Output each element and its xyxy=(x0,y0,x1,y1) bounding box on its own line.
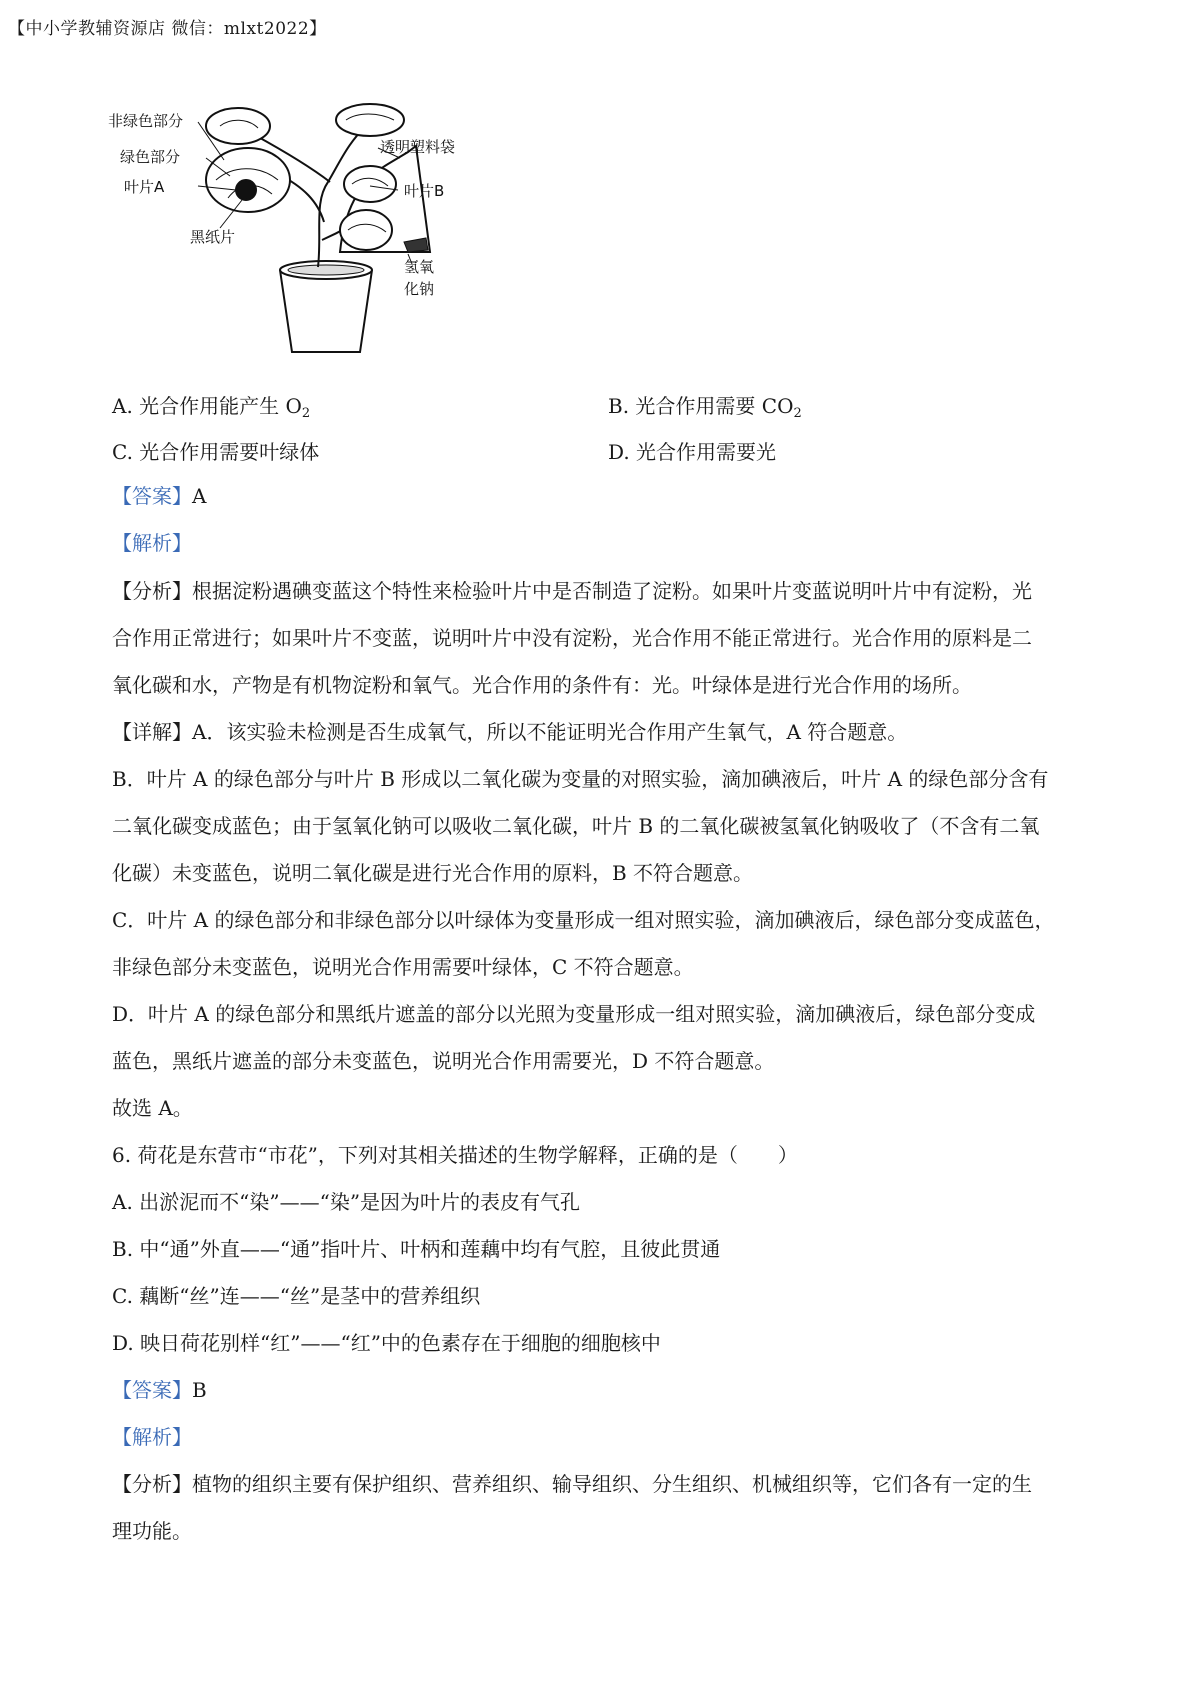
q6-option-b: B. 中“通”外直——“通”指叶片、叶柄和莲藕中均有气腔，且彼此贯通 xyxy=(112,1237,721,1261)
label-naoh-1: 氢氧 xyxy=(404,258,435,276)
q6-option-a: A. 出淤泥而不“染”——“染”是因为叶片的表皮有气孔 xyxy=(112,1190,581,1214)
q5-conclusion: 故选 A。 xyxy=(112,1096,193,1120)
q5-option-c: C. 光合作用需要叶绿体 xyxy=(112,440,320,464)
q5-line: 蓝色，黑纸片遮盖的部分未变蓝色，说明光合作用需要光，D 不符合题意。 xyxy=(112,1049,775,1073)
q5-line: B．叶片 A 的绿色部分与叶片 B 形成以二氧化碳为变量的对照实验，滴加碘液后，叶片 A 的绿色部分含有 xyxy=(112,767,1049,791)
q6-option-d: D. 映日荷花别样“红”——“红”中的色素存在于细胞的细胞核中 xyxy=(112,1331,661,1355)
q6-question: 6. 荷花是东营市“市花”，下列对其相关描述的生物学解释，正确的是（ ） xyxy=(112,1143,798,1167)
label-non-green: 非绿色部分 xyxy=(108,112,184,130)
label-leaf-b: 叶片B xyxy=(404,182,445,200)
label-leaf-a: 叶片A xyxy=(124,178,165,196)
page-header: 【中小学教辅资源店 微信：mlxt2022】 xyxy=(8,19,327,39)
q5-line: 化碳）未变蓝色，说明二氧化碳是进行光合作用的原料，B 不符合题意。 xyxy=(112,861,754,885)
q5-line: 氧化碳和水，产物是有机物淀粉和氧气。光合作用的条件有：光。叶绿体是进行光合作用的场所。 xyxy=(112,673,972,697)
q5-line: 【详解】A．该实验未检测是否生成氧气，所以不能证明光合作用产生氧气，A 符合题意。 xyxy=(112,720,908,744)
q6-line: 【分析】植物的组织主要有保护组织、营养组织、输导组织、分生组织、机械组织等，它们各有一定的生 xyxy=(112,1472,1032,1496)
q5-line: D．叶片 A 的绿色部分和黑纸片遮盖的部分以光照为变量形成一组对照实验，滴加碘液后，绿色部分变成 xyxy=(112,1002,1036,1026)
q5-line: 【分析】根据淀粉遇碘变蓝这个特性来检验叶片中是否制造了淀粉。如果叶片变蓝说明叶片中有淀粉，光 xyxy=(112,579,1032,603)
q6-option-c: C. 藕断“丝”连——“丝”是茎中的营养组织 xyxy=(112,1284,481,1308)
label-black-paper: 黑纸片 xyxy=(190,228,236,246)
q5-analysis-tag: 【解析】 xyxy=(112,531,192,555)
q5-option-b: B. 光合作用需要 $CO_2$ xyxy=(608,394,802,421)
q5-answer: 【答案】A xyxy=(112,484,207,508)
q5-option-a: A. 光合作用能产生 $O_2$ xyxy=(112,394,311,421)
q6-analysis-tag: 【解析】 xyxy=(112,1425,192,1449)
label-plastic-bag: 透明塑料袋 xyxy=(380,138,456,156)
q5-option-d: D. 光合作用需要光 xyxy=(608,440,777,464)
q6-line: 理功能。 xyxy=(112,1519,192,1543)
label-naoh-2: 化钠 xyxy=(404,280,435,298)
label-green: 绿色部分 xyxy=(120,148,181,166)
q5-line: C．叶片 A 的绿色部分和非绿色部分以叶绿体为变量形成一组对照实验，滴加碘液后，绿色部分变成蓝色， xyxy=(112,908,1055,932)
plant-experiment-figure xyxy=(108,102,528,362)
q5-line: 二氧化碳变成蓝色；由于氢氧化钠可以吸收二氧化碳，叶片 B 的二氧化碳被氢氧化钠吸收了（不含有二氧 xyxy=(112,814,1040,838)
q5-line: 合作用正常进行；如果叶片不变蓝，说明叶片中没有淀粉，光合作用不能正常进行。光合作用的原料是二 xyxy=(112,626,1032,650)
q5-line: 非绿色部分未变蓝色，说明光合作用需要叶绿体，C 不符合题意。 xyxy=(112,955,694,979)
q6-answer: 【答案】B xyxy=(112,1378,207,1402)
